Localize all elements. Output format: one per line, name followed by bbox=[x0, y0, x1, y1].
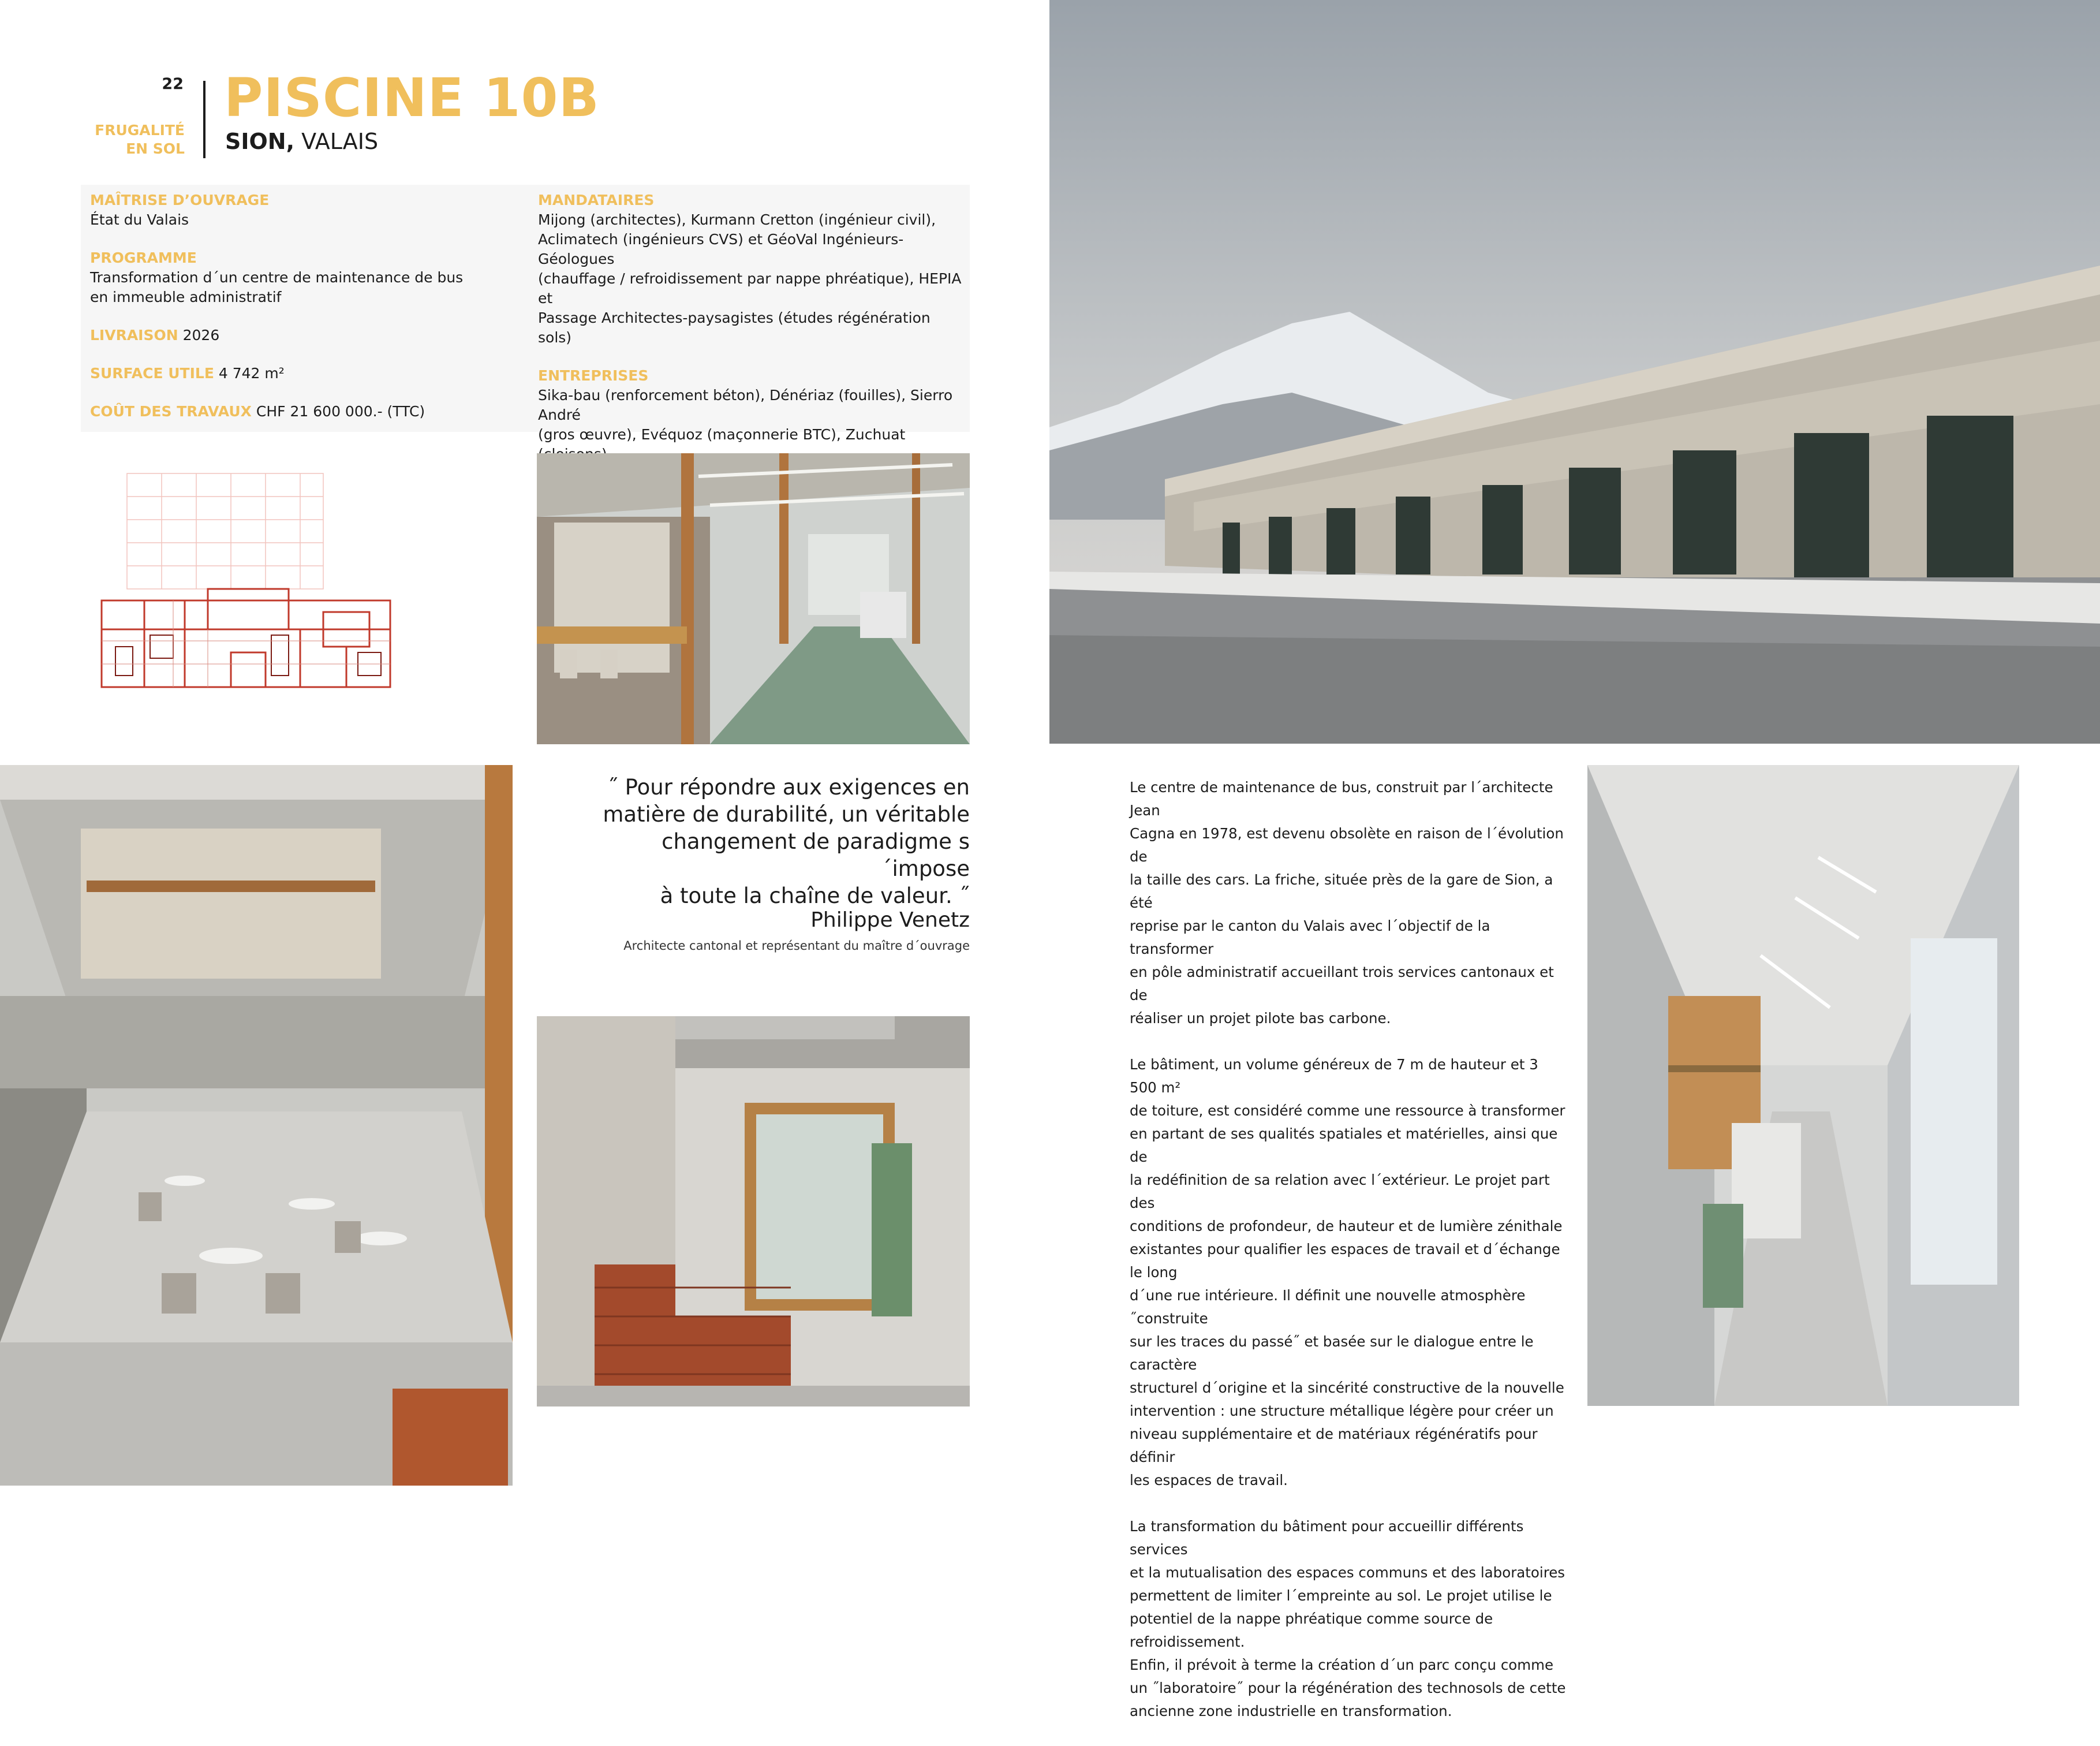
info-label: ENTREPRISES bbox=[538, 367, 649, 384]
body-line: la redéfinition de sa relation avec l´extérieur. Le projet part des bbox=[1130, 1172, 1550, 1211]
body-line: les espaces de travail. bbox=[1130, 1472, 1288, 1488]
info-value-line: Sika-bau (renforcement béton), Dénériaz (fouilles), Sierro André bbox=[538, 387, 953, 423]
body-line: la taille des cars. La friche, située près de la gare de Sion, a été bbox=[1130, 871, 1553, 911]
body-line: de toiture, est considéré comme une ressource à transformer bbox=[1130, 1102, 1565, 1119]
info-value: CHF 21 600 000.- (TTC) bbox=[256, 403, 425, 420]
body-line: un ˝laboratoire˝ pour la régénération des technosols de cette bbox=[1130, 1680, 1566, 1696]
body-line: potentiel de la nappe phréatique comme source de refroidissement. bbox=[1130, 1610, 1493, 1650]
project-info-panel bbox=[81, 185, 970, 443]
info-value-line: Transformation d´un centre de maintenance de bus bbox=[90, 269, 464, 286]
body-line: niveau supplémentaire et de matériaux régénératifs pour définir bbox=[1130, 1426, 1538, 1465]
body-line: en pôle administratif accueillant trois services cantonaux et de bbox=[1130, 964, 1554, 1003]
info-value-line: Aclimatech (ingénieurs CVS) et GéoVal Ingénieurs-Géologues bbox=[538, 231, 904, 267]
info-label: MAÎTRISE D’OUVRAGE bbox=[90, 192, 270, 208]
body-line: sur les traces du passé˝ et basée sur le dialogue entre le caractère bbox=[1130, 1333, 1534, 1373]
info-value-line: (chauffage / refroidissement par nappe phréatique), HEPIA et bbox=[538, 270, 962, 307]
body-line: structurel d´origine et la sincérité constructive de la nouvelle bbox=[1130, 1379, 1564, 1396]
info-label: MANDATAIRES bbox=[538, 192, 655, 208]
info-value-line: Passage Architectes-paysagistes (études régénération sols) bbox=[538, 309, 931, 346]
body-line: existantes pour qualifier les espaces de travail et d´échange le long bbox=[1130, 1241, 1560, 1281]
body-line: intervention : une structure métallique légère pour créer un bbox=[1130, 1402, 1554, 1419]
photo-atrium-cafeteria bbox=[0, 765, 513, 1486]
info-mandataires bbox=[538, 191, 965, 348]
info-label: COÛT DES TRAVAUX bbox=[90, 403, 252, 420]
body-line: reprise par le canton du Valais avec l´objectif de la transformer bbox=[1130, 917, 1490, 957]
info-value-line: en immeuble administratif bbox=[90, 289, 282, 305]
info-livraison bbox=[90, 326, 517, 345]
body-line: La transformation du bâtiment pour accueillir différents services bbox=[1130, 1518, 1524, 1558]
info-programme bbox=[90, 248, 517, 307]
info-label: PROGRAMME bbox=[90, 249, 197, 266]
pull-quote bbox=[577, 774, 970, 909]
subtitle-region: VALAIS bbox=[301, 129, 379, 154]
info-surface bbox=[90, 364, 517, 383]
quote-line: ˝ Pour répondre aux exigences en bbox=[607, 775, 970, 800]
floor-plan-drawing bbox=[81, 462, 427, 699]
quote-author-role: Architecte cantonal et représentant du maître d´ouvrage bbox=[623, 939, 970, 953]
section-label bbox=[87, 121, 185, 158]
body-paragraph-3 bbox=[1130, 1515, 1568, 1723]
photo-interior-meeting-room bbox=[537, 453, 970, 744]
info-cout bbox=[90, 402, 517, 421]
quote-line: à toute la chaîne de valeur. ˝ bbox=[660, 883, 970, 908]
info-label: SURFACE UTILE bbox=[90, 365, 214, 382]
page-title: PISCINE 10B bbox=[224, 67, 600, 129]
body-line: et la mutualisation des espaces communs et des laboratoires bbox=[1130, 1564, 1565, 1581]
info-maitrise bbox=[90, 191, 517, 230]
body-paragraph-1 bbox=[1130, 776, 1568, 1030]
body-paragraph-2 bbox=[1130, 1053, 1568, 1492]
section-label-line-1: FRUGALITÉ bbox=[95, 122, 185, 139]
info-label: LIVRAISON bbox=[90, 327, 178, 344]
quote-line: matière de durabilité, un véritable bbox=[603, 802, 970, 827]
body-line: réaliser un projet pilote bas carbone. bbox=[1130, 1010, 1391, 1027]
info-value-line: (gros œuvre), Evéquoz (maçonnerie BTC), Zuchuat bbox=[538, 426, 906, 443]
page-number: 22 bbox=[162, 75, 184, 93]
body-line: en partant de ses qualités spatiales et matérielles, ainsi que de bbox=[1130, 1125, 1558, 1165]
body-line: ancienne zone industrielle en transformation. bbox=[1130, 1703, 1452, 1719]
body-line: Le bâtiment, un volume généreux de 7 m de hauteur et 3 500 m² bbox=[1130, 1056, 1538, 1096]
photo-exterior-building bbox=[1049, 0, 2100, 744]
body-line: permettent de limiter l´empreinte au sol. Le projet utilise le bbox=[1130, 1587, 1552, 1604]
info-value-line: Mijong (architectes), Kurmann Cretton (ingénieur civil), bbox=[538, 211, 936, 228]
body-line: Enfin, il prévoit à terme la création d´un parc conçu comme bbox=[1130, 1657, 1554, 1673]
body-line: d´une rue intérieure. Il définit une nouvelle atmosphère ˝construite bbox=[1130, 1287, 1526, 1327]
info-value: 4 742 m² bbox=[218, 365, 285, 382]
info-value: État du Valais bbox=[90, 211, 189, 228]
info-value: 2026 bbox=[182, 327, 220, 344]
body-line: conditions de profondeur, de hauteur et de lumière zénithale bbox=[1130, 1218, 1563, 1234]
quote-author: Philippe Venetz bbox=[810, 908, 970, 932]
section-label-line-2: EN SOL bbox=[126, 140, 185, 157]
body-line: Cagna en 1978, est devenu obsolète en raison de l´évolution de bbox=[1130, 825, 1564, 865]
header-divider bbox=[203, 81, 205, 158]
body-line: Le centre de maintenance de bus, construit par l´architecte Jean bbox=[1130, 779, 1553, 819]
photo-brick-counter bbox=[537, 1016, 970, 1406]
info-column-left bbox=[90, 191, 517, 440]
article-body bbox=[1130, 776, 1568, 1746]
page-subtitle bbox=[225, 128, 378, 155]
subtitle-city: SION, bbox=[225, 129, 295, 154]
photo-interior-gallery bbox=[1587, 765, 2019, 1406]
quote-line: changement de paradigme s´impose bbox=[662, 829, 970, 881]
